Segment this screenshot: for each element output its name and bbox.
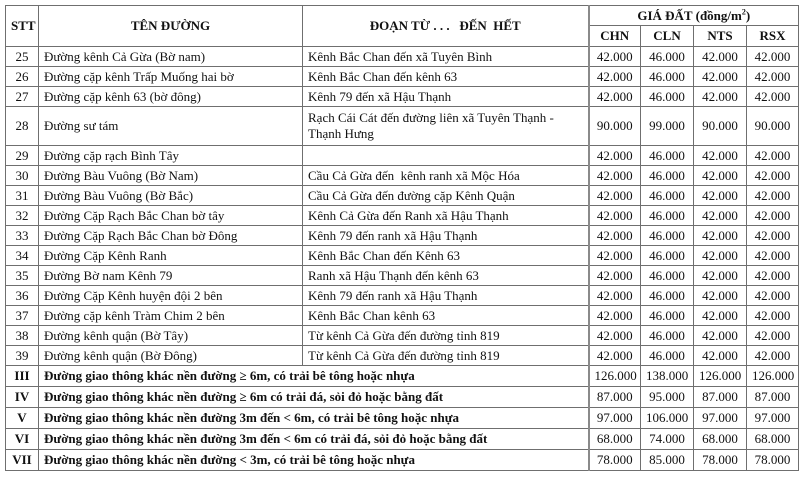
cell-doan: Kênh Cả Gừa đến Ranh xã Hậu Thạnh <box>303 206 589 226</box>
cell-ten-duong: Đường Bàu Vuông (Bờ Nam) <box>39 166 303 186</box>
header-cln: CLN <box>641 26 694 47</box>
cell-stt: 27 <box>6 87 39 107</box>
header-rsx: RSX <box>747 26 799 47</box>
cell-nts: 42.000 <box>694 87 747 107</box>
cell-cln: 46.000 <box>641 146 694 166</box>
cell-rsx: 42.000 <box>747 146 799 166</box>
header-ten-duong: TÊN ĐƯỜNG <box>39 6 303 47</box>
header-chn: CHN <box>589 26 641 47</box>
cell-nts: 68.000 <box>694 429 747 450</box>
cell-rsx: 42.000 <box>747 67 799 87</box>
cell-chn: 97.000 <box>589 408 641 429</box>
cell-doan: Kênh 79 đến ranh xã Hậu Thạnh <box>303 226 589 246</box>
cell-nts: 42.000 <box>694 346 747 366</box>
cell-doan: Từ kênh Cả Gừa đến đường tỉnh 819 <box>303 346 589 366</box>
cell-chn: 42.000 <box>589 306 641 326</box>
cell-rsx: 87.000 <box>747 387 799 408</box>
cell-nts: 42.000 <box>694 206 747 226</box>
cell-ten-duong: Đường Cặp Rạch Bắc Chan bờ Đông <box>39 226 303 246</box>
cell-group-stt: VI <box>6 429 39 450</box>
cell-stt: 30 <box>6 166 39 186</box>
cell-rsx: 78.000 <box>747 450 799 471</box>
cell-ten-duong: Đường Bàu Vuông (Bờ Bắc) <box>39 186 303 206</box>
cell-doan: Kênh Bắc Chan đến xã Tuyên Bình <box>303 47 589 67</box>
cell-chn: 42.000 <box>589 186 641 206</box>
cell-ten-duong: Đường cặp rạch Bình Tây <box>39 146 303 166</box>
cell-chn: 68.000 <box>589 429 641 450</box>
cell-doan: Kênh Bắc Chan kênh 63 <box>303 306 589 326</box>
cell-ten-duong: Đường cặp kênh Tràm Chim 2 bên <box>39 306 303 326</box>
cell-chn: 42.000 <box>589 326 641 346</box>
cell-cln: 46.000 <box>641 306 694 326</box>
cell-rsx: 97.000 <box>747 408 799 429</box>
cell-cln: 99.000 <box>641 107 694 146</box>
cell-chn: 42.000 <box>589 286 641 306</box>
cell-rsx: 42.000 <box>747 47 799 67</box>
cell-nts: 42.000 <box>694 326 747 346</box>
cell-group-stt: V <box>6 408 39 429</box>
cell-nts: 42.000 <box>694 47 747 67</box>
cell-cln: 106.000 <box>641 408 694 429</box>
cell-stt: 32 <box>6 206 39 226</box>
cell-stt: 37 <box>6 306 39 326</box>
cell-group-name: Đường giao thông khác nền đường ≥ 6m có trải đá, sỏi đỏ hoặc bằng đất <box>39 387 589 408</box>
cell-stt: 33 <box>6 226 39 246</box>
cell-chn: 42.000 <box>589 67 641 87</box>
land-price-table <box>5 5 799 471</box>
cell-cln: 95.000 <box>641 387 694 408</box>
cell-chn: 126.000 <box>589 366 641 387</box>
cell-nts: 42.000 <box>694 67 747 87</box>
cell-group-name: Đường giao thông khác nền đường 3m đến < 6m, có trải bê tông hoặc nhựa <box>39 408 589 429</box>
cell-stt: 31 <box>6 186 39 206</box>
cell-rsx: 42.000 <box>747 346 799 366</box>
table-row <box>6 266 799 286</box>
cell-rsx: 68.000 <box>747 429 799 450</box>
cell-chn: 42.000 <box>589 166 641 186</box>
cell-group-stt: III <box>6 366 39 387</box>
cell-group-name: Đường giao thông khác nền đường ≥ 6m, có trải bê tông hoặc nhựa <box>39 366 589 387</box>
cell-cln: 46.000 <box>641 47 694 67</box>
header-stt: STT <box>6 6 39 47</box>
cell-rsx: 42.000 <box>747 286 799 306</box>
table-row <box>6 47 799 67</box>
cell-nts: 42.000 <box>694 186 747 206</box>
cell-group-name: Đường giao thông khác nền đường 3m đến < 6m có trải đá, sỏi đỏ hoặc bằng đất <box>39 429 589 450</box>
cell-rsx: 42.000 <box>747 306 799 326</box>
cell-cln: 46.000 <box>641 166 694 186</box>
cell-group-stt: VII <box>6 450 39 471</box>
header-doan-tu-label: ĐOẠN TỪ . . . ĐẾN HẾT <box>369 18 521 33</box>
cell-nts: 42.000 <box>694 266 747 286</box>
cell-ten-duong: Đường Cặp Kênh Ranh <box>39 246 303 266</box>
cell-doan: Cầu Cả Gừa đến kênh ranh xã Mộc Hóa <box>303 166 589 186</box>
cell-rsx: 42.000 <box>747 206 799 226</box>
cell-ten-duong: Đường kênh Cả Gừa (Bờ nam) <box>39 47 303 67</box>
cell-rsx: 42.000 <box>747 266 799 286</box>
cell-stt: 39 <box>6 346 39 366</box>
header-gia-dat-sup: 2 <box>741 7 746 17</box>
cell-cln: 74.000 <box>641 429 694 450</box>
table-row <box>6 107 799 146</box>
cell-group-stt: IV <box>6 387 39 408</box>
table-row <box>6 286 799 306</box>
cell-ten-duong: Đường cặp kênh Trấp Muống hai bờ <box>39 67 303 87</box>
cell-chn: 42.000 <box>589 266 641 286</box>
table-row <box>6 67 799 87</box>
cell-stt: 34 <box>6 246 39 266</box>
cell-stt: 29 <box>6 146 39 166</box>
header-doan-tu <box>303 6 589 47</box>
cell-ten-duong: Đường sư tám <box>39 107 303 146</box>
cell-doan <box>303 146 589 166</box>
cell-stt: 26 <box>6 67 39 87</box>
cell-nts: 87.000 <box>694 387 747 408</box>
table-row <box>6 146 799 166</box>
cell-chn: 42.000 <box>589 47 641 67</box>
cell-nts: 42.000 <box>694 226 747 246</box>
cell-cln: 46.000 <box>641 246 694 266</box>
table-row <box>6 87 799 107</box>
cell-cln: 85.000 <box>641 450 694 471</box>
cell-rsx: 90.000 <box>747 107 799 146</box>
cell-nts: 42.000 <box>694 166 747 186</box>
cell-doan: Kênh 79 đến ranh xã Hậu Thạnh <box>303 286 589 306</box>
cell-rsx: 42.000 <box>747 186 799 206</box>
cell-stt: 35 <box>6 266 39 286</box>
cell-stt: 25 <box>6 47 39 67</box>
cell-doan: Từ kênh Cả Gừa đến đường tỉnh 819 <box>303 326 589 346</box>
cell-ten-duong: Đường kênh quận (Bờ Đông) <box>39 346 303 366</box>
cell-nts: 78.000 <box>694 450 747 471</box>
cell-rsx: 42.000 <box>747 326 799 346</box>
cell-cln: 138.000 <box>641 366 694 387</box>
group-row <box>6 450 799 471</box>
table-row <box>6 246 799 266</box>
cell-rsx: 42.000 <box>747 226 799 246</box>
table-row <box>6 226 799 246</box>
cell-chn: 42.000 <box>589 246 641 266</box>
cell-nts: 97.000 <box>694 408 747 429</box>
cell-rsx: 126.000 <box>747 366 799 387</box>
group-row <box>6 408 799 429</box>
cell-cln: 46.000 <box>641 206 694 226</box>
cell-ten-duong: Đường Cặp Kênh huyện đội 2 bên <box>39 286 303 306</box>
group-row <box>6 429 799 450</box>
header-gia-dat-label: GIÁ ĐẤT (đồng/m <box>637 7 742 23</box>
cell-chn: 42.000 <box>589 146 641 166</box>
cell-nts: 42.000 <box>694 286 747 306</box>
cell-chn: 42.000 <box>589 87 641 107</box>
cell-doan: Kênh Bắc Chan đến Kênh 63 <box>303 246 589 266</box>
table-row <box>6 346 799 366</box>
cell-nts: 42.000 <box>694 146 747 166</box>
cell-cln: 46.000 <box>641 286 694 306</box>
cell-cln: 46.000 <box>641 67 694 87</box>
cell-nts: 90.000 <box>694 107 747 146</box>
group-row <box>6 366 799 387</box>
cell-doan: Ranh xã Hậu Thạnh đến kênh 63 <box>303 266 589 286</box>
table-body <box>6 47 799 471</box>
cell-ten-duong: Đường cặp kênh 63 (bờ đông) <box>39 87 303 107</box>
cell-stt: 36 <box>6 286 39 306</box>
header-nts: NTS <box>694 26 747 47</box>
table-row <box>6 326 799 346</box>
cell-rsx: 42.000 <box>747 246 799 266</box>
cell-doan: Kênh 79 đến xã Hậu Thạnh <box>303 87 589 107</box>
cell-chn: 90.000 <box>589 107 641 146</box>
cell-nts: 42.000 <box>694 246 747 266</box>
table-row <box>6 206 799 226</box>
cell-cln: 46.000 <box>641 326 694 346</box>
cell-nts: 126.000 <box>694 366 747 387</box>
cell-chn: 42.000 <box>589 206 641 226</box>
cell-cln: 46.000 <box>641 186 694 206</box>
cell-doan: Rạch Cái Cát đến đường liên xã Tuyên Thạnh - Thạnh Hưng <box>303 107 589 146</box>
cell-ten-duong: Đường Bờ nam Kênh 79 <box>39 266 303 286</box>
cell-cln: 46.000 <box>641 266 694 286</box>
cell-ten-duong: Đường Cặp Rạch Bắc Chan bờ tây <box>39 206 303 226</box>
cell-cln: 46.000 <box>641 87 694 107</box>
cell-chn: 42.000 <box>589 346 641 366</box>
table-row <box>6 166 799 186</box>
cell-chn: 42.000 <box>589 226 641 246</box>
table-row <box>6 186 799 206</box>
cell-rsx: 42.000 <box>747 87 799 107</box>
cell-group-name: Đường giao thông khác nền đường < 3m, có trải bê tông hoặc nhựa <box>39 450 589 471</box>
group-row <box>6 387 799 408</box>
cell-ten-duong: Đường kênh quận (Bờ Tây) <box>39 326 303 346</box>
cell-stt: 28 <box>6 107 39 146</box>
cell-cln: 46.000 <box>641 226 694 246</box>
cell-doan: Kênh Bắc Chan đến kênh 63 <box>303 67 589 87</box>
header-gia-dat <box>589 6 799 26</box>
table-row <box>6 306 799 326</box>
cell-rsx: 42.000 <box>747 166 799 186</box>
cell-chn: 78.000 <box>589 450 641 471</box>
cell-chn: 87.000 <box>589 387 641 408</box>
cell-nts: 42.000 <box>694 306 747 326</box>
cell-doan: Cầu Cả Gừa đến đường cặp Kênh Quận <box>303 186 589 206</box>
header-gia-dat-close: ) <box>745 7 751 23</box>
cell-cln: 46.000 <box>641 346 694 366</box>
cell-stt: 38 <box>6 326 39 346</box>
